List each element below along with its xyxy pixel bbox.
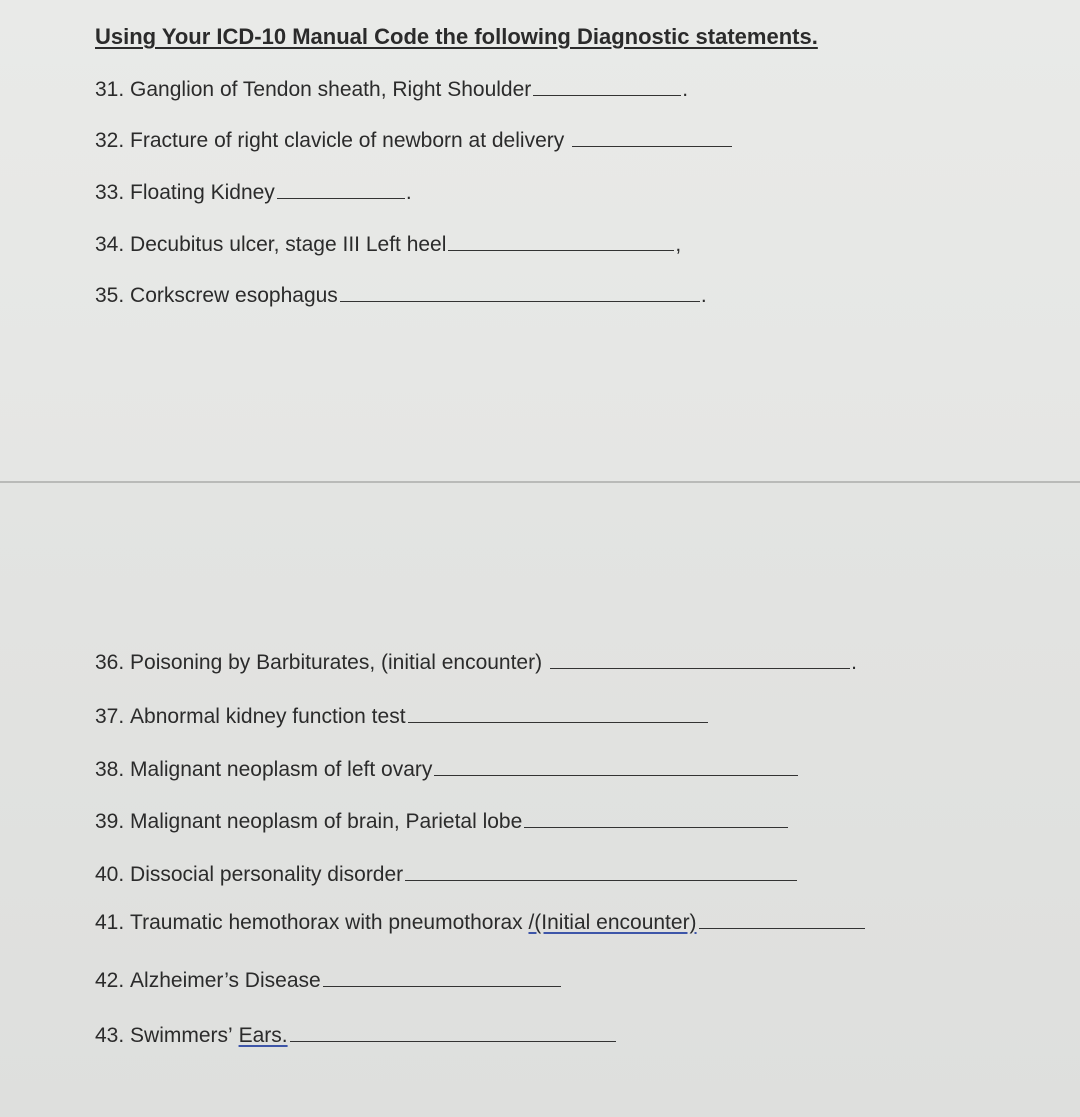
question-41	[95, 911, 866, 935]
answer-blank-40[interactable]	[405, 880, 797, 881]
answer-blank-31[interactable]	[533, 95, 681, 96]
answer-blank-42[interactable]	[323, 986, 561, 987]
question-text: Abnormal kidney function test	[130, 705, 406, 728]
question-suffix: /(Initial encounter)	[528, 911, 697, 934]
answer-blank-39[interactable]	[524, 827, 788, 828]
answer-blank-41[interactable]	[699, 928, 865, 929]
question-text: Swimmers’	[130, 1024, 233, 1047]
question-37	[95, 705, 709, 729]
question-number: 37.	[95, 705, 125, 728]
question-number: 40.	[95, 863, 125, 886]
question-40	[95, 863, 798, 887]
question-number: 33.	[95, 181, 125, 204]
question-text: Corkscrew esophagus	[130, 284, 338, 307]
answer-blank-36[interactable]	[550, 668, 850, 669]
question-33: 33. Floating Kidney .	[95, 181, 412, 204]
question-32	[95, 129, 733, 153]
question-36: 36. Poisoning by Barbiturates, (initial encounter) .	[95, 651, 857, 674]
question-31: 31. Ganglion of Tendon sheath, Right Shoulder .	[95, 78, 689, 101]
question-number: 35.	[95, 284, 125, 307]
question-text: Decubitus ulcer, stage III Left heel	[130, 233, 447, 256]
question-number: 31.	[95, 78, 125, 101]
question-text: Floating Kidney	[130, 181, 275, 204]
question-35: 35. Corkscrew esophagus .	[95, 284, 707, 307]
question-number: 38.	[95, 758, 125, 781]
question-text: Dissocial personality disorder	[130, 863, 404, 886]
question-number: 43.	[95, 1024, 125, 1047]
question-number: 34.	[95, 233, 125, 256]
question-38	[95, 758, 799, 782]
question-text: Alzheimer’s Disease	[130, 969, 321, 992]
question-34: 34. Decubitus ulcer, stage III Left heel ,	[95, 233, 682, 256]
question-number: 41.	[95, 911, 125, 934]
question-text: Malignant neoplasm of brain, Parietal lobe	[130, 810, 523, 833]
question-text: Fracture of right clavicle of newborn at delivery	[130, 129, 565, 152]
answer-blank-34[interactable]	[448, 250, 674, 251]
answer-blank-33[interactable]	[277, 198, 405, 199]
question-43	[95, 1024, 617, 1048]
question-number: 42.	[95, 969, 125, 992]
question-text: Traumatic hemothorax with pneumothorax	[130, 911, 523, 934]
answer-blank-43[interactable]	[290, 1041, 616, 1042]
answer-blank-35[interactable]	[340, 301, 700, 302]
question-suffix: Ears.	[238, 1024, 288, 1047]
question-text: Poisoning by Barbiturates, (initial encounter)	[130, 651, 543, 674]
question-text: Malignant neoplasm of left ovary	[130, 758, 433, 781]
worksheet-title: Using Your ICD-10 Manual Code the following Diagnostic statements.	[95, 24, 818, 49]
question-number: 36.	[95, 651, 125, 674]
answer-blank-32[interactable]	[572, 146, 732, 147]
worksheet-bottom-half	[0, 483, 1080, 1117]
question-text: Ganglion of Tendon sheath, Right Shoulder	[130, 78, 532, 101]
question-39	[95, 810, 789, 834]
question-number: 39.	[95, 810, 125, 833]
answer-blank-38[interactable]	[434, 775, 798, 776]
question-42	[95, 969, 562, 993]
question-number: 32.	[95, 129, 125, 152]
answer-blank-37[interactable]	[408, 722, 708, 723]
